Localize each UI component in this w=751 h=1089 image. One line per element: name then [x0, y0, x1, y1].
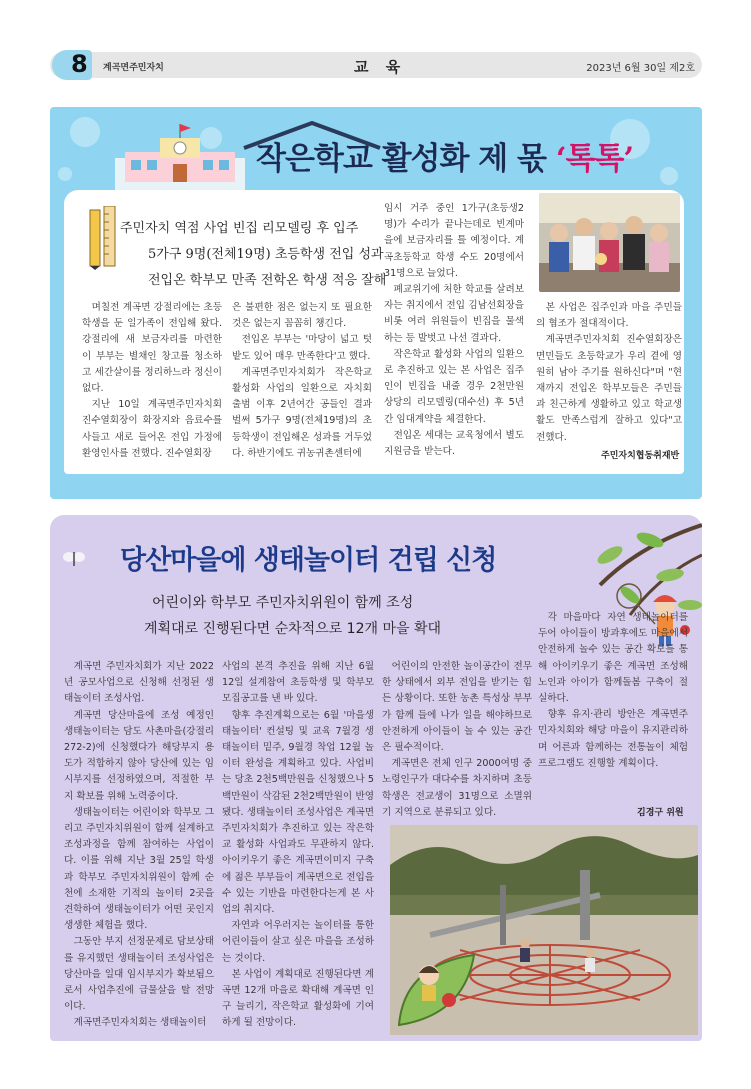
- section-title: 교 육: [354, 58, 407, 76]
- article2-column-2: 사업의 본격 추진을 위해 지난 6월 12일 설계참여 초등학생 및 학부모 모집공고를 낸 바 있다. 향후 추진계획으로는 6월 '마을생태놀이터' 컨설팅 및 교육 7월경 생태놀이터 밑주, 9월경 착업 12월 놀이터 완성을 계획하고 있다. 사업비는 당초 2천5백만원을 신청했으나 5백만원이 삭감된 2천2백만원이 반영됐다. 생태놀이터 조성사업은 계곡면주민자치회가 추진하고 있는 작은학교 활성화 사업과도 무관하지 않다. 아이키우기 좋은 계곡면이미지 구축에 젊은 부부들이 계곡면으로 전입을 수 있는 기반을 마련한다는게 본 사업의 취지다. 자연과 어우러지는 놀이터를 통한 어린이들이 살고 싶은 마을을 조성하는 것이다. 본 사업이 계획대로 진행된다면 계곡면 12개 마을로 확대해 계곡면 인구 늘리기, 작은학교 활성화에 기여하게 될 전망이다.: [222, 661, 374, 1029]
- article1-column-2: 은 불편한 점은 없는지 또 필요한 것은 없는지 꼼꼼히 챙긴다. 전입온 부부는 '마당이 넓고 텃밭도 있어 매우 만족한다'고 했다. 계곡면주민자치회가 작은학교 활성화 사업의 일환으로 자치회 출범 이후 2년여간 공들인 결과 벌써 5가구 9명(전체19명)의 초등학생이 전입해온 성과를 거두었다. 하반기에도 귀농귀촌센터에: [232, 302, 372, 459]
- pencil-ruler-icon: [88, 206, 118, 270]
- article1-byline: 주민자치협동취재반: [601, 451, 680, 461]
- page-number: 8: [71, 50, 88, 78]
- issue-date: 2023년 6월 30일 제2호: [586, 63, 695, 74]
- article1-subtitle-1: 주민자치 역점 사업 빈집 리모델링 후 입주: [120, 221, 359, 236]
- article1-subtitle-2: 5가구 9명(전체19명) 초등학생 전입 성과: [148, 247, 384, 262]
- article2-column-3: 어린이의 안전한 놀이공간이 전무한 상태에서 외부 전입을 받기는 힘든 상황이다. 또한 농촌 특성상 부부가 함께 들에 나가 일을 해야하므로 안전하게 아이들이 놀 수 있는 공간은 필수적이다. 계곡면은 전체 인구 2000여명 중 노령인구가 대다수를 차지하며 초등학생은 전교생이 31명으로 소멸위기 지역으로 분류되고 있다.: [382, 661, 532, 818]
- article1-column-1: 며칠전 계곡면 강절리에는 초등학생을 둔 일가족이 전입해 왔다. 강절리에 새 보금자리를 마련한 이 부부는 별채인 창고를 청소하고 세간살이를 정리하느라 정신이 없다. 지난 10일 계곡면주민자치회 진수열회장이 화장지와 음료수를 사들고 새로 들어온 전입 가정에 환영인사를 전했다. 진수열회장: [82, 302, 222, 459]
- article1-title: 작은학교 활성화 제 몫 ‘톡톡’: [256, 141, 634, 177]
- article2-title: 당산마을에 생태놀이터 건립 신청: [120, 545, 497, 576]
- article2-byline: 김경구 위원: [637, 808, 684, 818]
- article2-column-1: 계곡면 주민자치회가 지난 2022년 공모사업으로 신청해 선정된 생태놀이터 조성사업. 계곡면 당산마을에 조성 예정인 생태놀이터는 담도 사촌마을(강절리 272-2)에 신청했다가 해당부지 용도가 적합하지 않아 당산에 있는 임시부지를 선정하였으며, 적절한 부지 확보를 위해 노력중이다. 생태놀이터는 어린이와 학부모 그리고 주민자치위원이 함께 설계하고 조성과정을 함께 참여하는 사업이다. 이를 위해 지난 3월 25일 학생과 학부모 주민자치위원이 함께 순천에 소재한 기적의 놀이터 2곳을 견학하여 생태놀이터가 어떤 곳인지 생생한 체험을 했다. 그동안 부지 선정문제로 담보상태를 유지했던 생태놀이터 조성사업은 당산마을 일대 임시부지가 확보됨으로서 사업추진에 급물살을 탈 전망이다. 계곡면주민자치회는 생태놀이터: [64, 661, 214, 1029]
- child-leaf-illustration: [394, 945, 484, 1035]
- article1-column-3: 임시 거주 중인 1가구(초등생2명)가 수리가 끝나는데로 빈계마을에 보금자리를 틀 예정이다. 계곡초등학교 학생 수도 20명에서 31명으로 늘었다. 폐교위기에 처한 학교를 살려보자는 취지에서 전입 김남선회장을 비롯 여러 위원들이 빈집을 물색하는 등 발벗고 나선 결과다. 작은학교 활성화 사업의 일환으로 추진하고 있는 본 사업은 집주인이 빈집을 내줄 경우 2천만원 상당의 리모델링(대수선) 후 5년간 임대계약을 체결한다. 전입온 세대는 교육청에서 별도 지원금을 받는다.: [384, 203, 524, 458]
- article1-title-highlight: ‘톡톡’: [555, 141, 634, 177]
- article1-column-4: 본 사업은 집주인과 마을 주민들의 협조가 절대적이다. 계곡면주민자치회 진수열회장은 면민들도 초등학교가 우리 곁에 영원히 남아 주기를 원하신다"며 "현재까지 전입온 학부모들은 주민들과 친근하게 생활하고 있고 학교생활도 만족스럽게 잘하고 있다"고 전했다.: [536, 302, 682, 443]
- article2-subtitle-2: 계획대로 진행된다면 순차적으로 12개 마을 확대: [144, 621, 442, 637]
- group-photo: [539, 193, 680, 292]
- publication-name: 계곡면주민자치: [103, 63, 164, 73]
- article1-subtitle-3: 전입온 학부모 만족 전학온 학생 적응 잘해: [148, 273, 387, 288]
- butterfly-icon: [62, 549, 86, 569]
- article2-column-4: 각 마을마다 자연 생태놀이터를 두어 아이들이 방과후에도 마을에서 안전하게 놀수 있는 공간 확보를 통해 아이키우기 좋은 계곡면 조성해 노인과 아이가 함께돌봄 구축이 절실하다. 향후 유지·관리 방안은 계곡면주민자치회와 해당 마을이 유지관리하며 어른과 함께하는 전통놀이 체험 프로그램도 진행할 계획이다.: [538, 612, 688, 769]
- article2-subtitle-1: 어린이와 학부모 주민자치위원이 함께 조성: [152, 595, 414, 611]
- school-illustration: [115, 124, 245, 194]
